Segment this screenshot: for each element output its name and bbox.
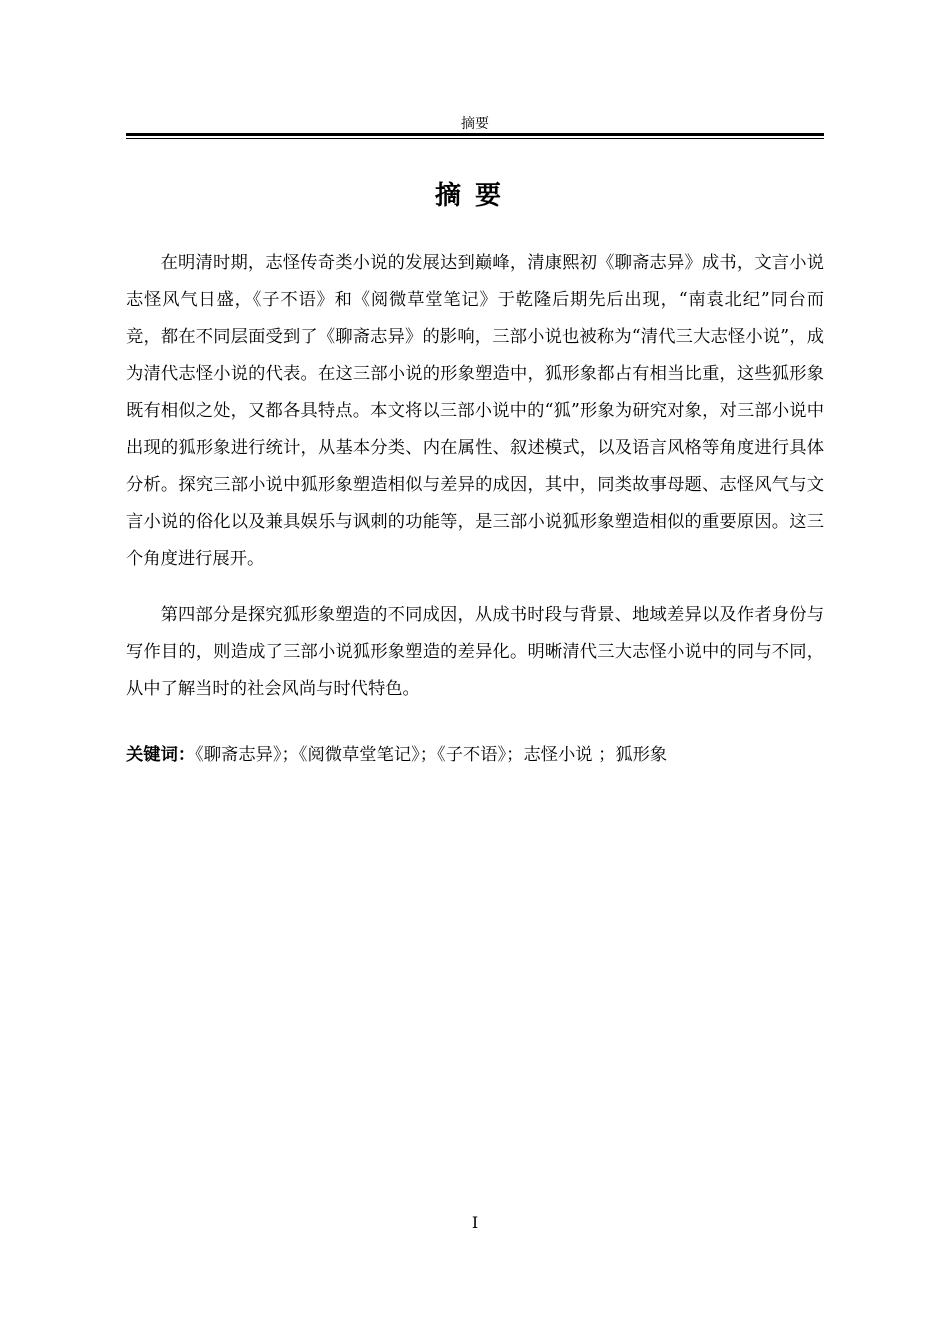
abstract-paragraph-1: 在明清时期，志怪传奇类小说的发展达到巅峰，清康熙初《聊斋志异》成书，文言小说志怪风气日盛，《子不语》和《阅微草堂笔记》于乾隆后期先后出现，“南袁北纪”同台而竞，都在不同层面受到了《聊斋志异》的影响，三部小说也被称为“清代三大志怪小说”，成为清代志怪小说的代表。在这三部小说的形象塑造中，狐形象都占有相当比重，这些狐形象既有相似之处，又都各具特点。本文将以三部小说中的“狐”形象为研究对象，对三部小说中出现的狐形象进行统计，从基本分类、内在属性、叙述模式，以及语言风格等角度进行具体分析。探究三部小说中狐形象塑造相似与差异的成因，其中，同类故事母题、志怪风气与文言小说的俗化以及兼具娱乐与讽刺的功能等，是三部小说狐形象塑造相似的重要原因。这三个角度进行展开。 bbox=[126, 253, 824, 569]
header-rule-thin bbox=[126, 138, 824, 139]
page-number: I bbox=[471, 1213, 479, 1232]
abstract-paragraph-2: 第四部分是探究狐形象塑造的不同成因，从成书时段与背景、地域差异以及作者身份与写作目的，则造成了三部小说狐形象塑造的差异化。明晰清代三大志怪小说中的同与不同，从中了解当时的社会风尚与时代特色。 bbox=[126, 605, 824, 699]
abstract-title: 摘要 bbox=[434, 181, 515, 211]
running-header: 摘要 bbox=[461, 116, 489, 132]
keywords-label: 关键词： bbox=[126, 745, 196, 765]
keywords-text: 《聊斋志异》；《阅微草堂笔记》；《子不语》；志怪小说 ；狐形象 bbox=[195, 745, 668, 765]
header-rule-thick bbox=[126, 133, 824, 136]
keywords-line bbox=[126, 740, 824, 770]
